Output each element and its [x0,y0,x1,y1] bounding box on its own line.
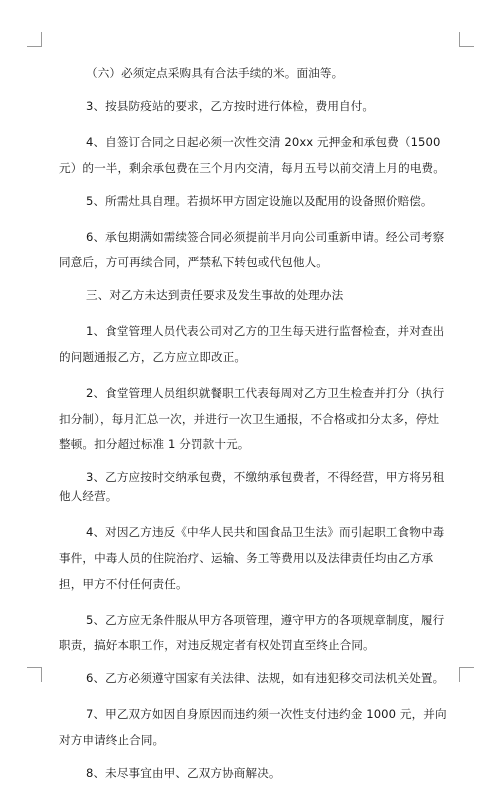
crop-mark-top-left [27,32,42,47]
paragraph-contract-renewal: 6、承包期满如需续签合同必须提前半月向公司重新申请。经公司考察同意后，方可再续合同，严禁私下转包或代包他人。 [59,229,445,270]
paragraph-health-check: 3、按县防疫站的要求，乙方按时进行体检，费用自付。 [86,99,375,113]
paragraph-deposit-payment: 4、自签订合同之日起必须一次性交清 20xx 元押金和承包费（1500 元）的一半，剩余承包费在三个月内交清，每月五号以前交清上月的电费。 [59,135,445,175]
paragraph-item-6-supplies: （六）必须定点采购具有合法手续的米。面油等。 [86,66,344,80]
paragraph-other-matters: 8、未尽事宜由甲、乙双方协商解决。 [86,766,281,780]
paragraph-food-poisoning: 4、对因乙方违反《中华人民共和国食品卫生法》而引起职工食物中毒事件，中毒人员的住院治疗、运输、务工等费用以及法律责任均由乙方承担，甲方不付任何责任。 [59,525,445,591]
paragraph-management-compliance: 5、乙方应无条件服从甲方各项管理，遵守甲方的各项规章制度，履行职责，搞好本职工作，对违反规定者有权处罚直至终止合同。 [59,612,445,653]
paragraph-cookware: 5、所需灶具自理。若损坏甲方固定设施以及配用的设备照价赔偿。 [86,193,433,208]
paragraph-weekly-scoring: 2、食堂管理人员组织就餐职工代表每周对乙方卫生检查并打分（执行扣分制），每月汇总一次，并进行一次卫生通报，不合格或扣分太多，停灶整顿。扣分超过标准 1 分罚款十元。 [59,386,445,452]
crop-mark-top-right [459,32,474,47]
document-body [59,64,447,797]
paragraph-payment-obligation: 3、乙方应按时交纳承包费，不缴纳承包费者，不得经营，甲方将另租他人经营。 [59,470,445,504]
paragraph-legal-compliance: 6、乙方必须遵守国家有关法律、法规，如有违犯移交司法机关处置。 [86,671,445,686]
section-heading-violations: 三、对乙方未达到责任要求及发生事故的处理办法 [86,288,344,303]
paragraph-hygiene-inspection: 1、食堂管理人员代表公司对乙方的卫生每天进行监督检查，并对查出的问题通报乙方，乙方应立即改正。 [59,324,445,364]
crop-mark-bottom-left [27,667,42,682]
paragraph-breach-penalty: 7、甲乙双方如因自身原因而违约须一次性支付违约金 1000 元，并向对方申请终止合同。 [59,707,447,747]
crop-mark-bottom-right [459,667,474,682]
